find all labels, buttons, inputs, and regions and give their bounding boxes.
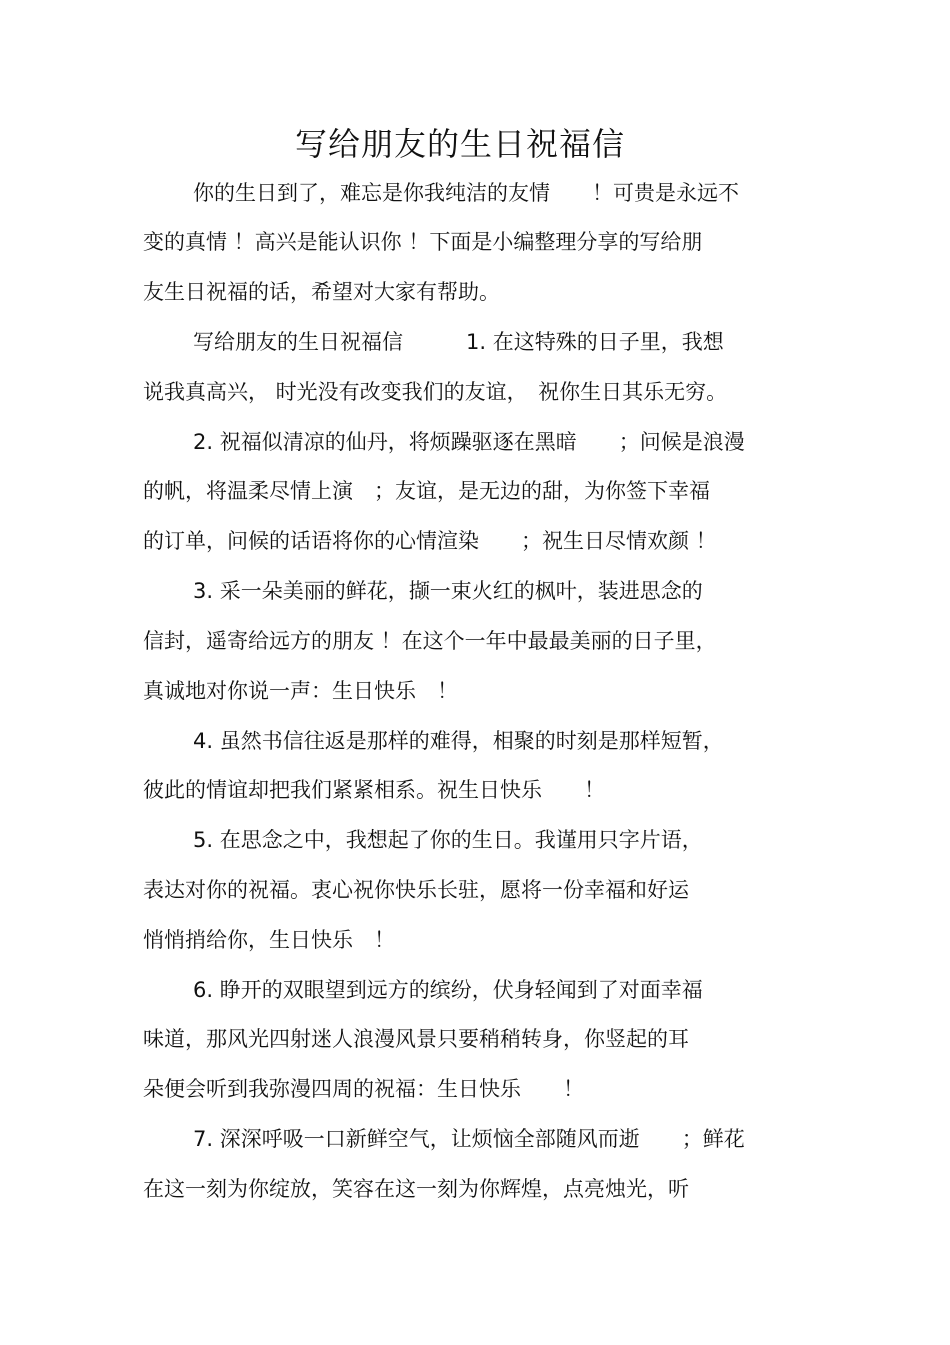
paragraph-line: 的帆，将温柔尽情上演 ；友谊，是无边的甜，为你签下幸福 (143, 479, 710, 503)
paragraph-line: 悄悄捎给你，生日快乐 ！ (143, 928, 395, 952)
paragraph-line: 2. 祝福似清凉的仙丹，将烦躁驱逐在黑暗 ；问候是浪漫 (193, 430, 745, 454)
paragraph-line: 的订单，问候的话语将你的心情渲染 ；祝生日尽情欢颜 ！ (143, 529, 717, 553)
paragraph-line: 3. 采一朵美丽的鲜花，撷一束火红的枫叶，装进思念的 (193, 579, 703, 603)
paragraph-line: 表达对你的祝福。衷心祝你快乐长驻，愿将一份幸福和好运 (143, 878, 689, 902)
paragraph-line: 4. 虽然书信往返是那样的难得，相聚的时刻是那样短暂， (193, 729, 724, 753)
paragraph-line: 变的真情 ！高兴是能认识你 ！下面是小编整理分享的写给朋 (143, 230, 703, 254)
paragraph-line: 在这一刻为你绽放，笑容在这一刻为你辉煌，点亮烛光，听 (143, 1177, 689, 1201)
paragraph-line: 友生日祝福的话，希望对大家有帮助。 (143, 280, 500, 304)
paragraph-line: 5. 在思念之中，我想起了你的生日。我谨用只字片语， (193, 828, 703, 852)
paragraph-line: 朵便会听到我弥漫四周的祝福：生日快乐 ！ (143, 1077, 584, 1101)
document-title: 写给朋友的生日祝福信 (294, 125, 625, 163)
paragraph-line: 说我真高兴， 时光没有改变我们的友谊， 祝你生日其乐无穷。 (143, 380, 728, 404)
paragraph-line: 你的生日到了，难忘是你我纯洁的友情 ！可贵是永远不 (193, 181, 739, 205)
paragraph-line: 彼此的情谊却把我们紧紧相系。祝生日快乐 ！ (143, 778, 605, 802)
paragraph-line: 6. 睁开的双眼望到远方的缤纷，伏身轻闻到了对面幸福 (193, 978, 703, 1002)
paragraph-line: 7. 深深呼吸一口新鲜空气，让烦恼全部随风而逝 ；鲜花 (193, 1127, 745, 1151)
paragraph-line: 真诚地对你说一声：生日快乐 ！ (143, 679, 458, 703)
paragraph-line: 写给朋友的生日祝福信 1. 在这特殊的日子里，我想 (193, 330, 724, 354)
paragraph-line: 信封，遥寄给远方的朋友 ！在这个一年中最最美丽的日子里， (143, 629, 717, 653)
paragraph-line: 味道，那风光四射迷人浪漫风景只要稍稍转身，你竖起的耳 (143, 1027, 689, 1051)
